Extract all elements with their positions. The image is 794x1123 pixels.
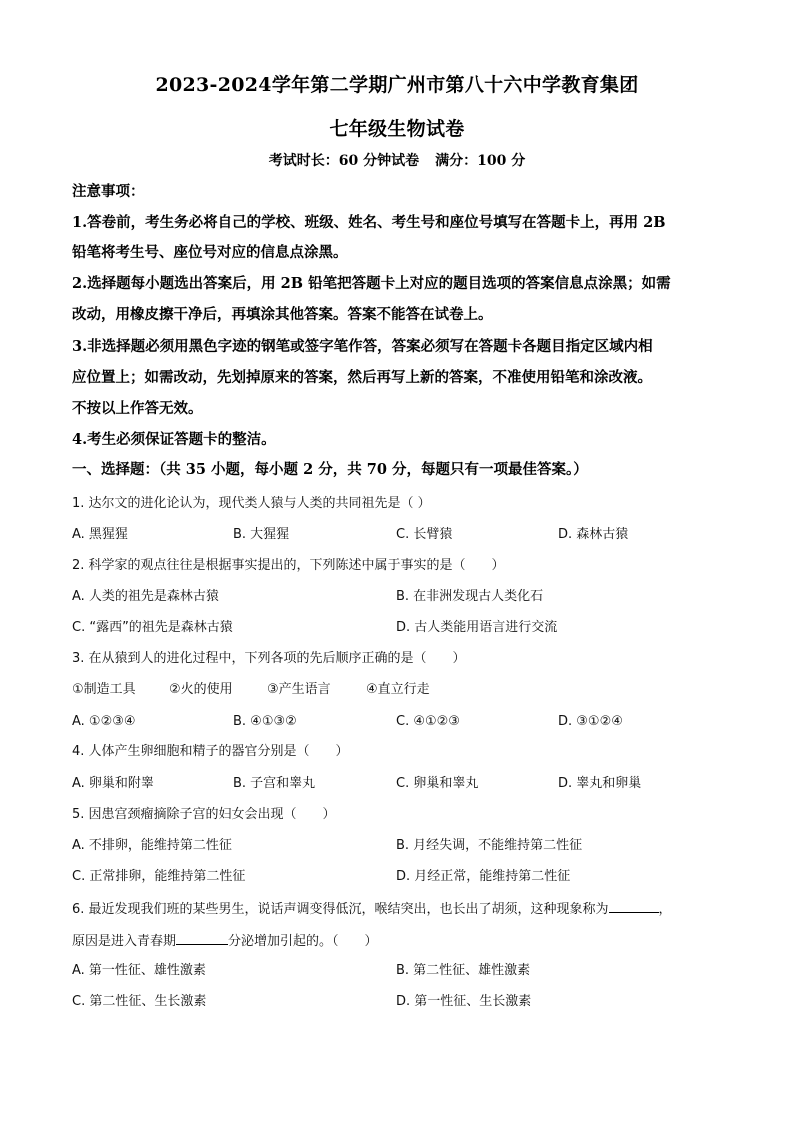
option-a: A. 第一性征、雄性激素 (72, 963, 206, 978)
note-line: 铅笔将考生号、座位号对应的信息点涂黑。 (72, 244, 348, 261)
sequence-item: ③产生语言 (267, 682, 331, 697)
note-line: 2.选择题每小题选出答案后，用 2B 铅笔把答题卡上对应的题目选项的答案信息点涂黑；如需 (72, 275, 671, 292)
note-line: 1.答卷前，考生务必将自己的学校、班级、姓名、考生号和座位号填写在答题卡上，再用 2B (72, 214, 666, 231)
exam-title: 2023-2024学年第二学期广州市第八十六中学教育集团 (155, 74, 639, 96)
exam-full-score: 满分：100 分 (435, 153, 526, 169)
question-stem: 1. 达尔文的进化论认为，现代类人猿与人类的共同祖先是（ ） (72, 496, 431, 511)
sequence-item: ①制造工具 (72, 682, 136, 697)
option-d: D. 睾丸和卵巢 (558, 776, 642, 791)
question-stem: 3. 在从猿到人的进化过程中，下列各项的先后顺序正确的是（ ） (72, 651, 466, 666)
question-stem-part: 6. 最近发现我们班的某些男生，说话声调变得低沉，喉结突出，也长出了胡须，这种现象称为 (72, 902, 609, 917)
question-stem: 5. 因患宫颈瘤摘除子宫的妇女会出现（ ） (72, 807, 336, 822)
answer-blank (176, 930, 228, 945)
question-stem-part: 分泌增加引起的。（ ） (228, 934, 378, 949)
option-d: D. 第一性征、生长激素 (396, 994, 532, 1009)
answer-blank (609, 898, 659, 913)
option-a: A. ①②③④ (72, 714, 136, 729)
option-a: A. 人类的祖先是森林古猿 (72, 589, 219, 604)
exam-duration: 考试时长：60 分钟试卷 (268, 153, 420, 169)
option-b: B. 在非洲发现古人类化石 (396, 589, 544, 604)
question-stem: 4. 人体产生卵细胞和精子的器官分别是（ ） (72, 744, 349, 759)
question-stem-continued (72, 930, 732, 952)
note-line: 应位置上；如需改动，先划掉原来的答案，然后再写上新的答案，不准使用铅笔和涂改液。 (72, 369, 652, 386)
exam-info (0, 150, 794, 170)
option-c: C. ④①②③ (396, 714, 460, 729)
option-c: C. 正常排卵，能维持第二性征 (72, 869, 246, 884)
question-stem-part: 原因是进入青春期 (72, 934, 177, 949)
sequence-item: ④直立行走 (366, 682, 430, 697)
question-stem: 2. 科学家的观点往往是根据事实提出的，下列陈述中属于事实的是（ ） (72, 558, 505, 573)
exam-subtitle: 七年级生物试卷 (329, 118, 465, 140)
sequence-item: ②火的使用 (169, 682, 233, 697)
option-d: D. ③①②④ (558, 714, 623, 729)
option-b: B. 大猩猩 (233, 527, 290, 542)
option-b: B. ④①③② (233, 714, 297, 729)
option-d: D. 古人类能用语言进行交流 (396, 620, 558, 635)
option-a: A. 不排卵，能维持第二性征 (72, 838, 232, 853)
option-b: B. 月经失调，不能维持第二性征 (396, 838, 583, 853)
question-stem (72, 898, 732, 920)
notes-heading: 注意事项： (72, 183, 145, 200)
option-b: B. 第二性征、雄性激素 (396, 963, 531, 978)
comma: ， (658, 902, 672, 917)
note-line: 不按以上作答无效。 (72, 400, 203, 417)
note-line: 3.非选择题必须用黑色字迹的钢笔或签字笔作答，答案必须写在答题卡各题目指定区域内相 (72, 338, 653, 355)
option-d: D. 森林古猿 (558, 527, 629, 542)
option-b: B. 子宫和睾丸 (233, 776, 316, 791)
option-d: D. 月经正常，能维持第二性征 (396, 869, 571, 884)
section-heading: 一、选择题：（共 35 小题，每小题 2 分，共 70 分，每题只有一项最佳答案。） (72, 461, 588, 478)
option-c: C. 长臂猿 (396, 527, 453, 542)
option-c: C. “露西”的祖先是森林古猿 (72, 620, 233, 635)
note-line: 4.考生必须保证答题卡的整洁。 (72, 431, 276, 448)
option-a: A. 黑猩猩 (72, 527, 128, 542)
option-c: C. 卵巢和睾丸 (396, 776, 479, 791)
option-c: C. 第二性征、生长激素 (72, 994, 207, 1009)
option-a: A. 卵巢和附睾 (72, 776, 154, 791)
note-line: 改动，用橡皮擦干净后，再填涂其他答案。答案不能答在试卷上。 (72, 306, 493, 323)
